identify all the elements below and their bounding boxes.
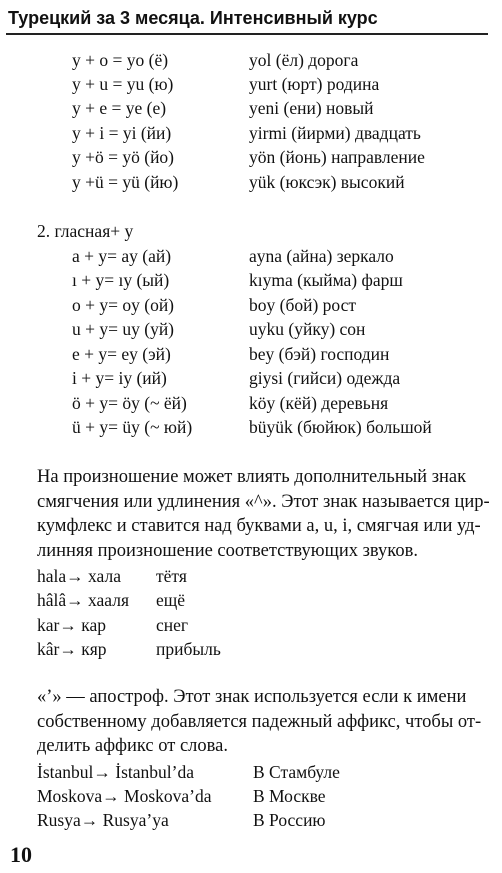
example: yol (ёл) дорога [249,50,359,70]
example-word: Moskova→ Moskova’da [37,786,212,806]
paragraph-line: смягчения или удлинения «^». Этот знак называется цир- [37,491,490,512]
example: kıyma (кыйма) фарш [249,270,403,290]
paragraph-line: линняя произношение соответствующих звуков. [37,540,418,561]
example-word: İstanbul→ İstanbul’da [37,762,194,782]
example-meaning: В Стамбуле [253,762,340,782]
formula: o + y= oy (ой) [72,295,175,315]
example-meaning: прибыль [156,639,221,659]
formula: y +ü = yü (йю) [72,172,179,192]
header-rule [6,33,488,35]
formula: y + e = ye (e) [72,98,167,118]
example-word: hâlâ→ хааля [37,590,130,610]
example: bey (бэй) господин [249,344,390,364]
example: yön (йонь) направление [249,147,425,167]
section-heading: 2. гласная+ y [37,221,134,241]
formula: y + i = yi (йи) [72,123,172,143]
example-word: kar→ кар [37,615,106,635]
example: giysi (гийси) одежда [249,368,401,388]
example: köy (кёй) деревьня [249,393,389,413]
example: yeni (ени) новый [249,98,374,118]
formula: ö + y= öy (~ ёй) [72,393,187,413]
example-meaning: В Москве [253,786,326,806]
circumflex-paragraph [37,465,493,563]
formula: e + y= ey (эй) [72,344,171,364]
formula: ü + y= üy (~ юй) [72,417,193,437]
formula: ı + y= ıy (ый) [72,270,170,290]
formula: y + o = yo (ё) [72,50,169,70]
running-header [6,2,488,32]
paragraph-line: делить аффикс от слова. [37,736,228,756]
example-meaning: снег [156,615,189,635]
example-meaning: тётя [156,566,187,586]
example-word: hala→ хала [37,566,121,586]
example: uyku (уйку) сон [249,319,366,339]
page-number: 10 [10,842,32,867]
paragraph-line: кумфлекс и ставится над буквами a, u, i, смягчая или уд- [37,516,481,536]
paragraph-line: «’» — апостроф. Этот знак используется если к имени [37,687,467,707]
example: yurt (юрт) родина [249,74,380,94]
formula: a + y= ay (ай) [72,246,172,266]
example-meaning: ещё [156,590,186,610]
example: boy (бой) рост [249,295,357,315]
example-word: Rusya→ Rusya’ya [37,810,169,830]
example: büyük (бюйюк) большой [249,417,432,437]
example-meaning: В Россию [253,810,326,830]
paragraph-line: На произношение может влиять дополнительный знак [37,467,467,487]
example: yük (юксэк) высокий [249,172,405,192]
formula: y +ö = yö (йо) [72,147,175,167]
example: yirmi (йирми) двадцать [249,123,421,143]
formula: i + y= iy (ий) [72,368,167,388]
apostrophe-paragraph [37,685,493,759]
paragraph-line: собственному добавляется падежный аффикс, чтобы от- [37,711,482,732]
formula: u + y= uy (уй) [72,319,175,339]
example: ayna (айна) зеркало [249,246,394,266]
formula: y + u = yu (ю) [72,74,174,94]
header-title: Турецкий за 3 месяца. Интенсивный курс [8,8,378,28]
example-word: kâr→ кяр [37,639,107,659]
